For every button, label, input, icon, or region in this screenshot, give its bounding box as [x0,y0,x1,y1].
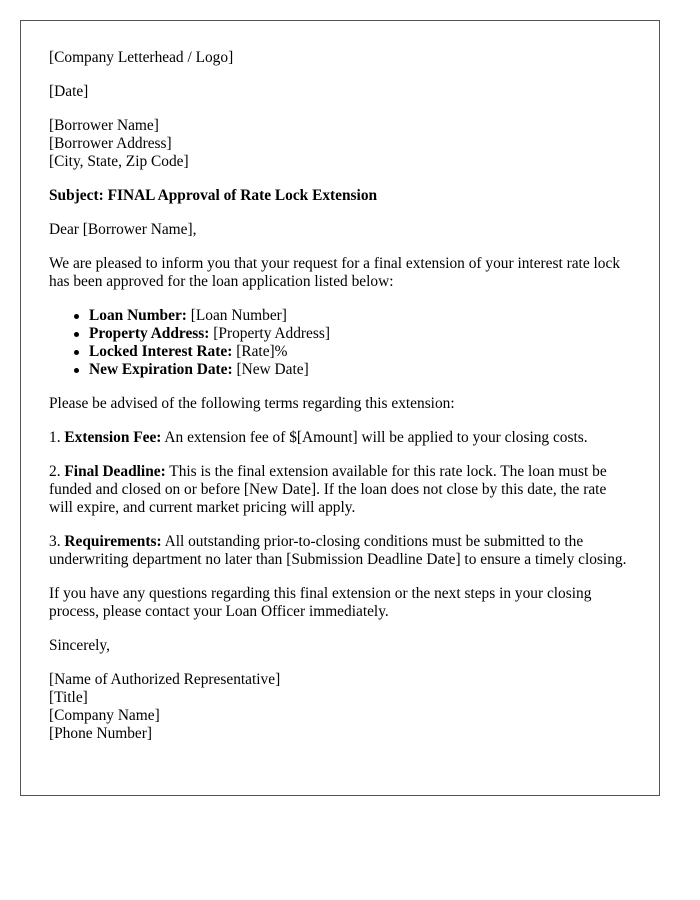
loan-detail-value: [Rate]% [232,343,288,360]
bullet-icon [74,332,79,337]
letter-date: [Date] [49,83,89,100]
loan-detail-label: Property Address: [89,325,210,342]
recipient-name: [Borrower Name] [49,117,159,134]
bullet-icon [74,314,79,319]
term-text: All outstanding prior-to-closing conditions must be submitted to the underwriting department no later than [Submission Deadline Date] to ensure a timely closing. [49,533,627,568]
loan-detail-label: Loan Number: [89,307,187,324]
loan-detail-item [89,343,631,361]
subject-line: Subject: FINAL Approval of Rate Lock Extension [49,187,378,204]
letter [20,20,660,796]
recipient-address: [Borrower Address] [49,135,172,152]
recipient-address-block [49,117,631,171]
loan-detail-item [89,325,631,343]
term-text: An extension fee of $[Amount] will be applied to your closing costs. [161,429,588,446]
intro-paragraph: We are pleased to inform you that your request for a final extension of your interest rate lock has been approved for the loan application listed below: [49,255,621,290]
loan-detail-value: [Loan Number] [186,307,287,324]
signature-block [49,671,631,743]
signatory-title: [Title] [49,689,88,706]
term-label: Extension Fee: [64,429,162,446]
term-item [49,429,631,447]
term-label: Requirements: [64,533,162,550]
closing-paragraph: If you have any questions regarding this final extension or the next steps in your closing process, please contact your Loan Officer immediately. [49,585,592,620]
letterhead: [Company Letterhead / Logo] [49,49,234,66]
salutation: Dear [Borrower Name], [49,221,197,238]
term-label: Final Deadline: [64,463,166,480]
bullet-icon [74,368,79,373]
loan-detail-item [89,361,631,379]
recipient-city-state-zip: [City, State, Zip Code] [49,153,189,170]
sign-off: Sincerely, [49,637,110,654]
loan-detail-label: New Expiration Date: [89,361,233,378]
loan-detail-value: [Property Address] [209,325,330,342]
loan-details-list [49,307,631,379]
term-text: This is the final extension available for this rate lock. The loan must be funded and closed on or before [New Date]. If the loan does not close by this date, the rate will expire, and current market pricing will apply. [49,463,607,516]
bullet-icon [74,350,79,355]
term-number: 1. [49,429,65,446]
terms-intro: Please be advised of the following terms regarding this extension: [49,395,455,412]
loan-detail-item [89,307,631,325]
signatory-phone: [Phone Number] [49,725,153,742]
signatory-company: [Company Name] [49,707,160,724]
term-number: 3. [49,533,65,550]
term-item [49,533,631,569]
loan-detail-value: [New Date] [232,361,309,378]
term-item [49,463,631,517]
loan-detail-label: Locked Interest Rate: [89,343,233,360]
term-number: 2. [49,463,65,480]
signatory-name: [Name of Authorized Representative] [49,671,281,688]
